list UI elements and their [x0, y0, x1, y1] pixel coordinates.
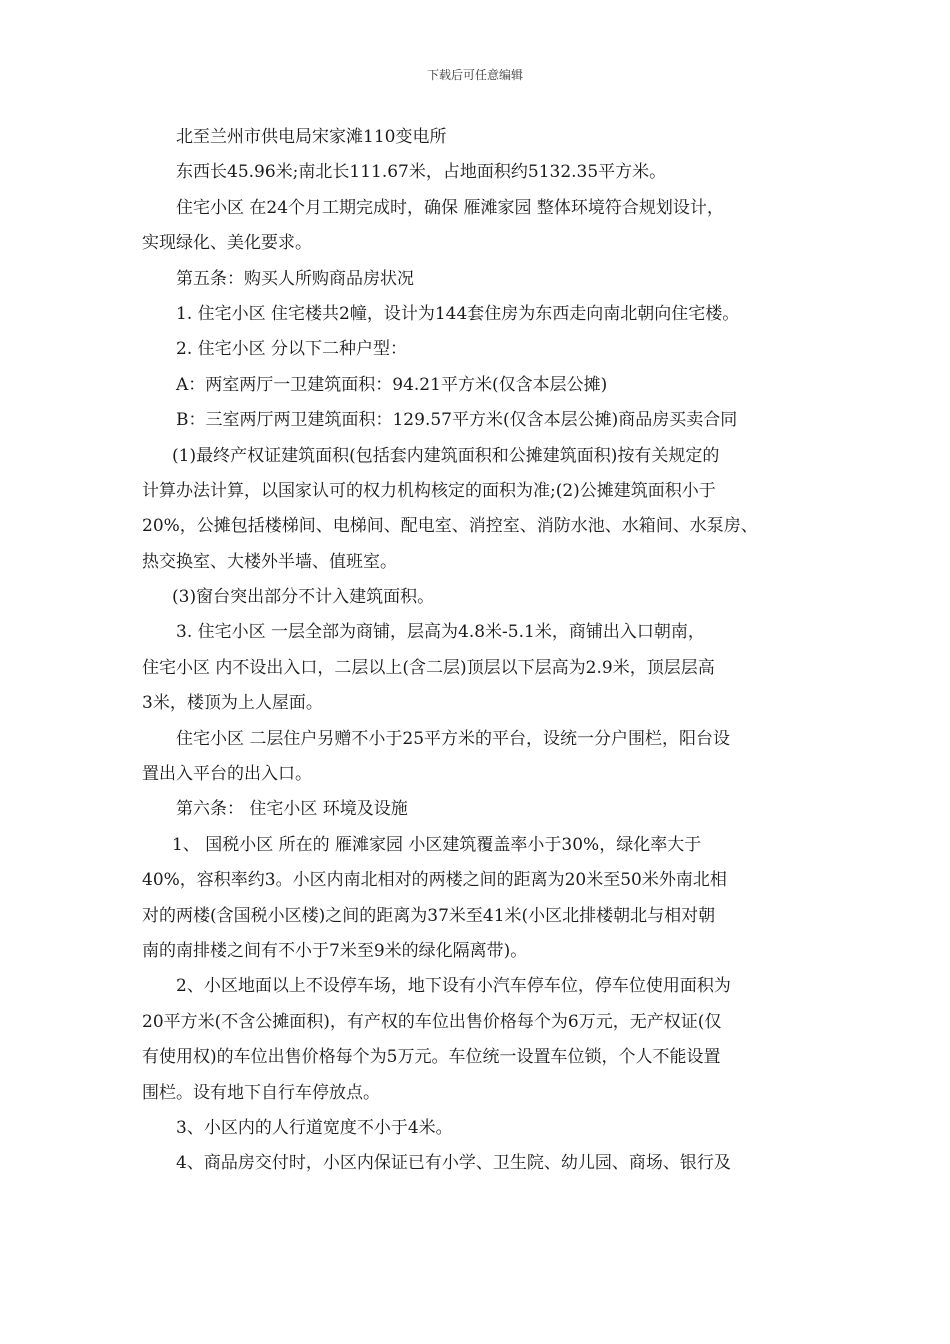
text-line: 2、小区地面以上不设停车场，地下设有小汽车停车位，停车位使用面积为 [176, 976, 731, 997]
text-line: 对的两楼(含国税小区楼)之间的距离为37米至41米(小区北排楼朝北与相对朝 [142, 905, 716, 926]
text-line: 1. 住宅小区 住宅楼共2幢，设计为144套住房为东西走向南北朝向住宅楼。 [176, 303, 740, 324]
text-line: 1、 国税小区 所在的 雁滩家园 小区建筑覆盖率小于30%，绿化率大于 [172, 834, 702, 855]
text-line: 3、小区内的人行道宽度不小于4米。 [176, 1117, 453, 1138]
text-line: 20%，公摊包括楼梯间、电梯间、配电室、消控室、消防水池、水箱间、水泵房、 [142, 516, 758, 537]
text-line: 3. 住宅小区 一层全部为商铺，层高为4.8米-5.1米，商铺出入口朝南， [176, 622, 705, 643]
text-line: 20平方米(不含公摊面积)，有产权的车位出售价格每个为6万元，无产权证(仅 [142, 1011, 722, 1032]
text-line: (3)窗台突出部分不计入建筑面积。 [172, 587, 435, 608]
text-line: 北至兰州市供电局宋家滩110变电所 [176, 127, 447, 147]
text-line: 40%，容积率约3。小区内南北相对的两楼之间的距离为20米至50米外南北相 [142, 870, 727, 891]
text-line: 实现绿化、美化要求。 [142, 233, 312, 254]
page-header: 下载后可任意编辑 [426, 68, 523, 82]
text-line: (1)最终产权证建筑面积(包括套内建筑面积和公摊建筑面积)按有关规定的 [172, 445, 720, 466]
text-line: 有使用权)的车位出售价格每个为5万元。车位统一设置车位锁，个人不能设置 [142, 1047, 721, 1068]
text-line: B：三室两厅两卫建筑面积：129.57平方米(仅含本层公摊)商品房买卖合同 [176, 410, 738, 431]
text-line: 南的南排楼之间有不小于7米至9米的绿化隔离带)。 [142, 940, 528, 961]
text-line: 住宅小区 二层住户另赠不小于25平方米的平台，设统一分户围栏，阳台设 [176, 728, 731, 749]
text-line: 住宅小区 内不设出入口，二层以上(含二层)顶层以下层高为2.9米，顶层层高 [142, 657, 715, 678]
text-line: 置出入平台的出入口。 [142, 764, 312, 785]
text-line: 4、商品房交付时，小区内保证已有小学、卫生院、幼儿园、商场、银行及 [176, 1153, 731, 1174]
text-line: 热交换室、大楼外半墙、值班室。 [142, 551, 397, 572]
text-line: A：两室两厅一卫建筑面积：94.21平方米(仅含本层公摊) [176, 374, 608, 395]
text-line: 住宅小区 在24个月工期完成时，确保 雁滩家园 整体环境符合规划设计， [176, 197, 724, 218]
text-line: 第五条：购买人所购商品房状况 [176, 268, 414, 289]
text-line: 计算办法计算，以国家认可的权力机构核定的面积为准;(2)公摊建筑面积小于 [142, 480, 716, 501]
text-line: 东西长45.96米;南北长111.67米，占地面积约5132.35平方米。 [176, 162, 667, 183]
text-line: 围栏。设有地下自行车停放点。 [142, 1082, 380, 1103]
text-line: 3米，楼顶为上人屋面。 [142, 693, 323, 714]
text-line: 第六条： 住宅小区 环境及设施 [176, 799, 408, 820]
text-line: 2. 住宅小区 分以下二种户型： [176, 339, 408, 360]
document-body [142, 120, 822, 1182]
